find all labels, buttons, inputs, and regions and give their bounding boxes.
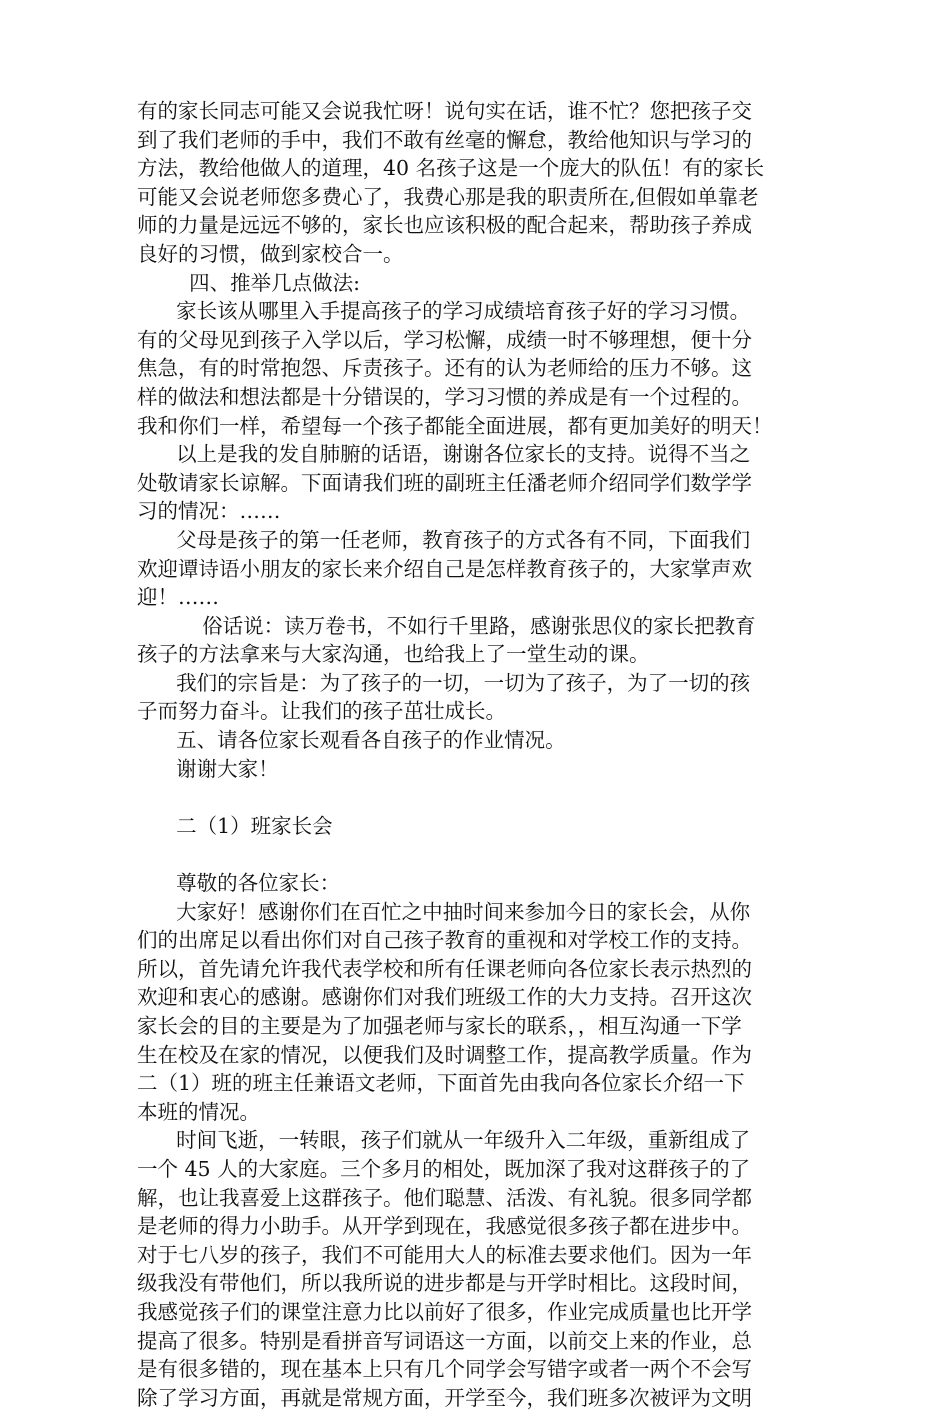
- text-line: 所以，首先请允许我代表学校和所有任课老师向各位家长表示热烈的: [137, 956, 752, 981]
- text-line: 迎！……: [137, 585, 219, 610]
- text-line: 家长该从哪里入手提高孩子的学习成绩培育孩子好的学习习惯。: [137, 299, 751, 324]
- text-line: 样的做法和想法都是十分错误的，学习习惯的养成是有一个过程的。: [137, 384, 752, 409]
- text-line: 尊敬的各位家长：: [137, 871, 341, 896]
- text-line: 谢谢大家！: [137, 756, 279, 781]
- text-line: 到了我们老师的手中，我们不敢有丝毫的懈怠，教给他知识与学习的: [137, 127, 752, 152]
- text-line: 二（1）班的班主任兼语文老师，下面首先由我向各位家长介绍一下: [137, 1071, 745, 1096]
- blank-line: [137, 783, 817, 812]
- text-line: 除了学习方面，再就是常规方面，开学至今，我们班多次被评为文明: [137, 1385, 752, 1410]
- text-line: 一个 45 人的大家庭。三个多月的相处，既加深了我对这群孩子的了: [137, 1156, 751, 1181]
- text-line: 方法，教给他做人的道理，40 名孩子这是一个庞大的队伍！有的家长: [137, 156, 765, 181]
- text-line: 良好的习惯，做到家校合一。: [137, 241, 404, 266]
- text-line: 欢迎谭诗语小朋友的家长来介绍自己是怎样教育孩子的，大家掌声欢: [137, 556, 752, 581]
- text-line: 孩子的方法拿来与大家沟通，也给我上了一堂生动的课。: [137, 642, 650, 667]
- text-line: 四、推举几点做法:: [137, 270, 361, 295]
- text-line: 我们的宗旨是：为了孩子的一切，一切为了孩子，为了一切的孩: [137, 670, 751, 695]
- text-line: 习的情况：……: [137, 499, 281, 524]
- text-line: 欢迎和衷心的感谢。感谢你们对我们班级工作的大力支持。召开这次: [137, 985, 752, 1010]
- text-line: 们的出席足以看出你们对自己孩子教育的重视和对学校工作的支持。: [137, 928, 752, 953]
- text-line: 时间飞逝，一转眼，孩子们就从一年级升入二年级，重新组成了: [137, 1128, 751, 1153]
- text-line: 我和你们一样，希望每一个孩子都能全面进展，都有更加美好的明天！: [137, 413, 773, 438]
- text-line: 生在校及在家的情况，以便我们及时调整工作，提高教学质量。作为: [137, 1042, 752, 1067]
- text-line: 处敬请家长谅解。下面请我们班的副班主任潘老师介绍同学们数学学: [137, 470, 752, 495]
- text-line: 大家好！感谢你们在百忙之中抽时间来参加今日的家长会，从你: [137, 899, 751, 924]
- text-line: 焦急，有的时常抱怨、斥责孩子。还有的认为老师给的压力不够。这: [137, 356, 752, 381]
- text-line: 对于七八岁的孩子，我们不可能用大人的标准去要求他们。因为一年: [137, 1242, 752, 1267]
- document-page: [137, 97, 817, 1412]
- text-line: 二（1）班家长会: [137, 813, 333, 838]
- text-line: 俗话说：读万卷书，不如行千里路，感谢张思仪的家长把教育: [137, 613, 756, 638]
- text-line: 是老师的得力小助手。从开学到现在，我感觉很多孩子都在进步中。: [137, 1214, 752, 1239]
- text-line: 父母是孩子的第一任老师，教育孩子的方式各有不同，下面我们: [137, 527, 751, 552]
- text-line: 解，也让我喜爱上这群孩子。他们聪慧、活泼、有礼貌。很多同学都: [137, 1185, 752, 1210]
- text-line: 家长会的目的主要是为了加强老师与家长的联系，，相互沟通一下学: [137, 1014, 742, 1038]
- text-line: 本班的情况。: [137, 1099, 260, 1124]
- text-line: 有的父母见到孩子入学以后，学习松懈，成绩一时不够理想，便十分: [137, 327, 752, 352]
- text-line: 子而努力奋斗。让我们的孩子茁壮成长。: [137, 699, 506, 724]
- blank-line: [137, 840, 817, 869]
- text-line: 师的力量是远远不够的，家长也应该积极的配合起来，帮助孩子养成: [137, 213, 752, 238]
- text-line: 我感觉孩子们的课堂注意力比以前好了很多，作业完成质量也比开学: [137, 1299, 752, 1324]
- text-line: 五、请各位家长观看各自孩子的作业情况。: [137, 728, 566, 753]
- text-line: 提高了很多。特别是看拼音写词语这一方面，以前交上来的作业，总: [137, 1328, 752, 1353]
- text-line: 可能又会说老师您多费心了，我费心那是我的职责所在,但假如单靠老: [137, 184, 759, 209]
- text-line: 是有很多错的，现在基本上只有几个同学会写错字或者一两个不会写: [137, 1357, 752, 1382]
- text-line: 有的家长同志可能又会说我忙呀！说句实在话，谁不忙？您把孩子交: [137, 99, 752, 123]
- text-line: 级我没有带他们，所以我所说的进步都是与开学时相比。这段时间，: [137, 1271, 752, 1296]
- text-line: 以上是我的发自肺腑的话语，谢谢各位家长的支持。说得不当之: [137, 442, 751, 467]
